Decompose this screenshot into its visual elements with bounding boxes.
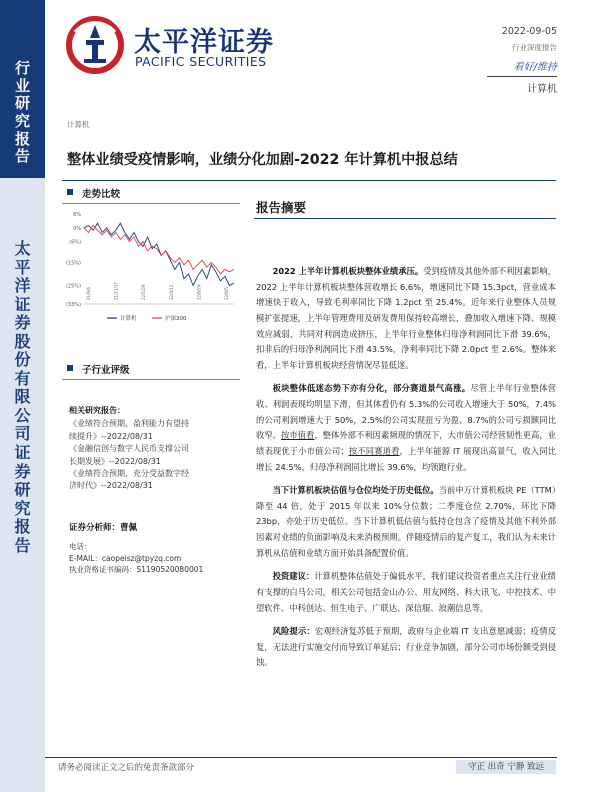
sidebar-label-char: 研 xyxy=(14,480,31,500)
analyst-info xyxy=(69,522,241,576)
paragraph-text: 计算机整体估值处于偏低水平，我们建议投资者重点关注行业业绩有支撑的白马公司，相关公司包括金山办公、用友网络、科大讯飞、中控技术、中望软件、中科创达、恒生电子、广联达、深信服、浪潮信息等。 xyxy=(256,571,556,613)
sidebar-label-char: 研 xyxy=(14,94,30,113)
sidebar-label-char: 行 xyxy=(14,59,30,77)
sidebar-label-char: 有 xyxy=(14,368,31,388)
y-tick-label: (33%) xyxy=(65,302,81,308)
sidebar-label-char: 券 xyxy=(14,461,31,481)
title-divider xyxy=(62,180,556,181)
paragraph-text: ，整体外部不利因素频现的情况下，大市值公司经营韧性更高，业绩表现优于小市值公司； xyxy=(256,430,556,456)
paragraph-lead: 投资建议： xyxy=(272,571,315,582)
subindustry-section-divider xyxy=(62,379,240,380)
sidebar-label-char: 份 xyxy=(14,350,31,370)
logo-chinese-name: 太平洋证券 xyxy=(134,27,274,58)
section-square-icon xyxy=(67,365,73,371)
paragraph-text: 当前申万计算机板块 PE（TTM）降至 44 倍，处于 2015 年以来 10%分位数；二季度仓位 2.70%，环比下降 23bp，亦处于历史低位。当下计算机低估值与低持仓包含了疫情及其他不利外部因素对业绩的负面影响及未来消极预期。伴随疫情后的复产复工，我们认为未来计算机从估值和业绩方面开始具备配置价值。 xyxy=(256,485,556,558)
summary-paragraph xyxy=(256,483,556,561)
subindustry-section-header xyxy=(62,362,240,376)
paragraph-lead: 风险提示： xyxy=(272,626,315,637)
footer-disclaimer: 请务必阅读正文之后的免责条款部分 xyxy=(58,763,195,773)
x-tick-label: 22/1/29 xyxy=(141,284,147,300)
related-report-line: 《业绩符合预期，盈利能力有望持 xyxy=(69,419,189,429)
sidebar-label-char: 告 xyxy=(14,147,30,166)
series-line xyxy=(84,223,234,285)
report-meta xyxy=(502,26,557,73)
sidebar-label-char: 究 xyxy=(14,498,31,518)
sidebar-label-char: 平 xyxy=(14,257,31,277)
y-tick-label: (25%) xyxy=(65,283,81,290)
paragraph-lead: 当下计算机板块估值与仓位均处于历史低位。 xyxy=(272,485,439,496)
sidebar-label-char: 洋 xyxy=(14,276,31,296)
report-type: 行业深度报告 xyxy=(512,43,557,52)
analyst-name: 证券分析师：曹佩 xyxy=(69,523,138,533)
legend-label: 沪深300 xyxy=(165,316,187,322)
analyst-license: 执业资格证书编码：S1190520080001 xyxy=(69,565,204,575)
breadcrumb: 计算机 xyxy=(67,120,90,129)
related-report-line: 济时代》--2022/08/31 xyxy=(69,481,153,491)
related-reports xyxy=(69,405,239,493)
summary-divider xyxy=(254,218,556,219)
sidebar-label-char: 公 xyxy=(14,405,31,425)
underlined-phrase: 按不同赛道看 xyxy=(348,445,400,456)
left-sidebar xyxy=(0,0,45,792)
sidebar-label-char: 告 xyxy=(14,535,31,555)
section-square-icon xyxy=(67,189,73,195)
sidebar-label-char: 报 xyxy=(14,129,30,148)
trend-chart xyxy=(62,208,240,338)
paragraph-text: 受到疫情及其他外部不利因素影响，2022 上半年计算机板块整体营收增长 6.6%，增速同比下降 15.3pct，营业成本增速快于收入，导致毛利率同比下降 1.2pct 至 25.4%。近年来行业整体人员规模扩张提速，上半年管理费用及研发费用保持较高增长，叠加收入增速下降、规模效应减弱，共同对利润造成挤压，上半年行业整体归母净利润同比下滑 39.6%，扣非后的归母净利润同比下滑 43.5%，净利率同比下降 2.0pct 至 2.6%。整体来看，上半年计算机板块经营情况尽显低迷。 xyxy=(256,266,556,370)
summary-paragraph xyxy=(256,569,556,616)
analyst-email: E-MAIL：caopeisz@tpyzq.com xyxy=(69,553,182,563)
sidebar-label-char: 股 xyxy=(14,331,31,351)
related-report-line: 《金融信创与数字人民币支撑公司 xyxy=(69,444,189,454)
summary-title: 报告摘要 xyxy=(256,200,307,215)
summary-body xyxy=(256,264,556,679)
sidebar-label-char: 证 xyxy=(14,443,31,463)
sidebar-label-char: 太 xyxy=(14,239,31,258)
trend-section-title: 走势比较 xyxy=(82,189,121,200)
paragraph-text: ，上半年能源 IT 展现出高景气，收入同比增长 24.5%，归母净利润同比增长 39.6%，均领跑行业。 xyxy=(256,445,556,472)
x-tick-label: 22/6/24 xyxy=(196,284,202,300)
logo-english-name: PACIFIC SECURITIES xyxy=(135,54,267,69)
sidebar-label-char: 证 xyxy=(14,294,31,314)
footer-motto: 守正 出奇 宁静 致远 xyxy=(456,760,556,774)
industry-name: 计算机 xyxy=(527,84,557,95)
trend-section xyxy=(62,186,240,204)
underlined-phrase: 按市值看 xyxy=(281,430,315,441)
related-report-line: 长期发展》--2022/08/31 xyxy=(69,456,161,466)
summary-paragraph xyxy=(256,381,556,475)
x-tick-label: 22/9/5 xyxy=(224,287,229,300)
page-title: 整体业绩受疫情影响，业绩分化加剧-2022 年计算机中报总结 xyxy=(67,152,458,168)
report-date: 2022-09-05 xyxy=(501,26,557,37)
company-logo xyxy=(66,16,274,74)
y-tick-label: 0% xyxy=(73,225,81,232)
sidebar-label-char: 报 xyxy=(14,517,31,537)
sidebar-label-char: 券 xyxy=(14,313,31,333)
paragraph-lead: 板块整体低迷态势下亦有分化，部分赛道景气高涨。 xyxy=(272,383,471,394)
x-tick-label: 21/11/17 xyxy=(113,282,119,300)
y-tick-label: (15%) xyxy=(65,260,81,267)
related-reports-heading: 相关研究报告： xyxy=(69,406,125,415)
x-tick-label: 22/4/12 xyxy=(168,284,174,300)
paragraph-text: 宏观经济复苏低于预期，政府与企业端 IT 支出意愿减弱；疫情反复，无法进行实施交付而导致订单延后；行业竞争加剧，部分公司市场份额受到侵蚀。 xyxy=(256,626,556,668)
sidebar-bottom-label xyxy=(0,240,45,555)
sidebar-label-char: 司 xyxy=(14,424,31,444)
related-report-line: 续提升》--2022/08/31 xyxy=(69,431,153,441)
footer-divider xyxy=(45,757,557,758)
logo-emblem-icon xyxy=(66,16,124,74)
meta-divider xyxy=(487,76,557,77)
related-report-line: 《业绩符合预期，充分受益数字经 xyxy=(69,468,189,478)
legend-label: 计算机 xyxy=(120,316,137,322)
sidebar-label-char: 究 xyxy=(14,112,30,131)
y-tick-label: (6%) xyxy=(69,239,81,246)
trend-section-divider xyxy=(62,203,240,204)
trend-section-header xyxy=(62,186,240,200)
subindustry-section xyxy=(62,362,240,380)
paragraph-lead: 2022 上半年计算机板块整体业绩承压。 xyxy=(272,266,424,276)
sidebar-label-char: 业 xyxy=(14,76,30,95)
y-tick-label: 6% xyxy=(73,212,81,218)
subindustry-section-title: 子行业评级 xyxy=(82,365,130,376)
summary-paragraph xyxy=(256,624,556,671)
sidebar-label-char: 限 xyxy=(14,387,31,407)
industry-rating: 看好/维持 xyxy=(513,62,557,73)
analyst-phone: 电话： xyxy=(69,542,92,552)
x-tick-label: 21/9/6 xyxy=(86,287,91,300)
sidebar-top-label xyxy=(0,60,45,166)
paragraph-text: 尽管上半年行业整体营收、利润表现均明显下滑，但其体看仍有 5.3%的公司收入增速大于 50%，7.4%的公司利润增速大于 50%，2.5%的公司实现扭亏为盈、8.7%的公司亏损额同比收窄。 xyxy=(256,383,556,441)
summary-paragraph xyxy=(256,264,556,373)
